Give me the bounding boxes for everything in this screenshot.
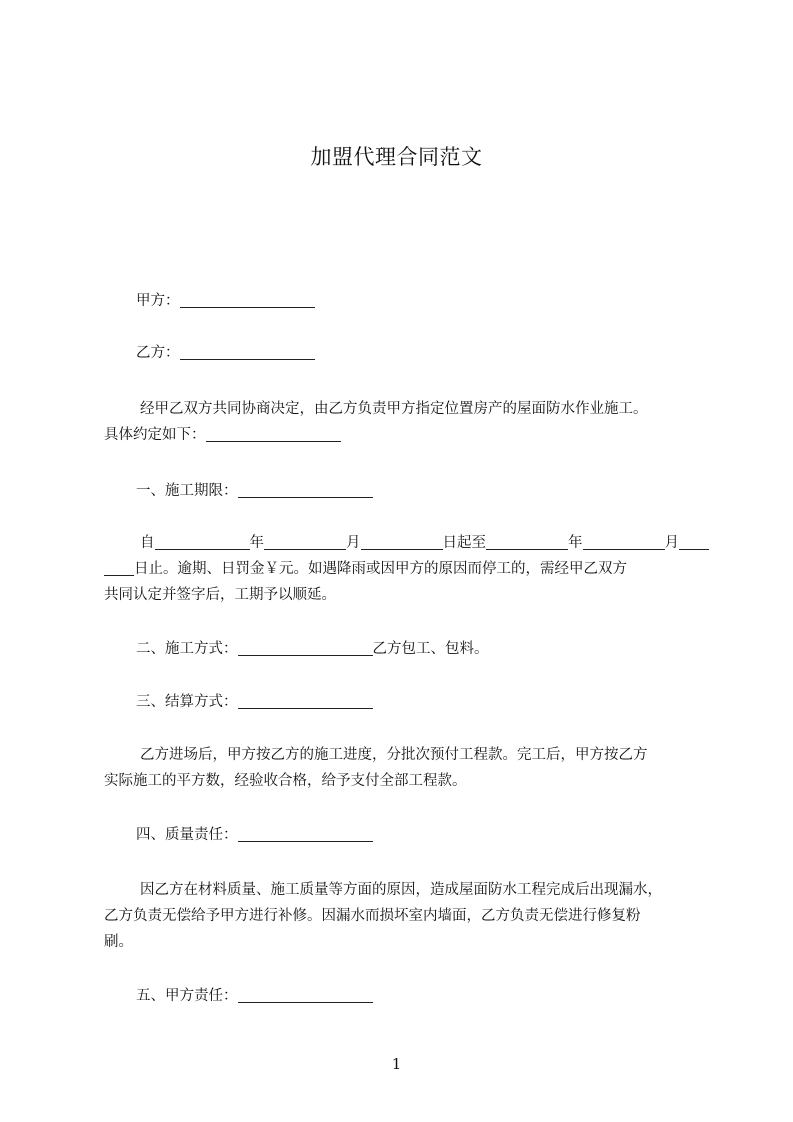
blank-day-1[interactable] — [361, 533, 443, 550]
text-month-1: 月 — [346, 535, 361, 551]
party-a-label: 甲方： — [136, 293, 180, 309]
text-from: 自 — [140, 535, 155, 551]
section4-heading — [136, 822, 736, 848]
section1-line-2 — [104, 556, 704, 582]
blank-year-2[interactable] — [486, 533, 568, 550]
section1-line-3: 共同认定并签字后，工期予以顺延。 — [104, 587, 336, 603]
section2-blank[interactable] — [238, 639, 373, 656]
blank-month-2[interactable] — [583, 533, 665, 550]
blank-year-1[interactable] — [155, 533, 250, 550]
text-year-1: 年 — [249, 535, 264, 551]
section2-heading — [136, 636, 736, 662]
intro-line-1: 经甲乙双方共同协商决定，由乙方负责甲方指定位置房产的屋面防水作业施工。 — [140, 401, 648, 417]
section3-blank[interactable] — [238, 692, 373, 709]
section5-blank[interactable] — [238, 986, 373, 1003]
intro-label: 具体约定如下： — [104, 427, 206, 443]
section4-line-3: 刷。 — [104, 934, 133, 950]
blank-day-2b[interactable] — [104, 559, 134, 576]
section1-blank[interactable] — [238, 481, 373, 498]
section4-line-1: 因乙方在材料质量、施工质量等方面的原因，造成屋面防水工程完成后出现漏水， — [140, 882, 662, 898]
text-year-2: 年 — [568, 535, 583, 551]
text-month-2: 月 — [664, 535, 679, 551]
section3-line-1: 乙方进场后，甲方按乙方的施工进度，分批次预付工程款。完工后，甲方按乙方 — [140, 747, 648, 763]
section4-blank[interactable] — [238, 825, 373, 842]
section3-heading — [136, 689, 736, 715]
party-a-line — [136, 288, 736, 314]
section2-heading-label: 二、施工方式： — [136, 641, 238, 657]
party-a-blank[interactable] — [180, 291, 315, 308]
document-title: 加盟代理合同范文 — [310, 145, 483, 169]
text-day-1: 日起至 — [442, 535, 486, 551]
blank-month-1[interactable] — [264, 533, 346, 550]
intro-line-2 — [104, 422, 704, 448]
section1-heading-label: 一、施工期限： — [136, 483, 238, 499]
party-b-label: 乙方： — [136, 345, 180, 361]
section4-heading-label: 四、质量责任： — [136, 827, 238, 843]
section2-tail: 乙方包工、包料。 — [372, 641, 489, 657]
section1-text-2: 日止。逾期、日罚金￥元。如遇降雨或因甲方的原因而停工的，需经甲乙双方 — [134, 561, 627, 577]
blank-day-2a[interactable] — [679, 533, 709, 550]
section5-heading — [136, 983, 736, 1009]
party-b-blank[interactable] — [180, 343, 315, 360]
party-b-line — [136, 340, 736, 366]
section1-heading — [136, 478, 736, 504]
section5-heading-label: 五、甲方责任： — [136, 988, 238, 1004]
section1-line-1 — [140, 530, 740, 556]
section3-line-2: 实际施工的平方数，经验收合格，给予支付全部工程款。 — [104, 773, 467, 789]
section4-line-2: 乙方负责无偿给予甲方进行补修。因漏水而损坏室内墙面，乙方负责无偿进行修复粉 — [104, 908, 641, 924]
page-number: 1 — [391, 1055, 402, 1073]
section3-heading-label: 三、结算方式： — [136, 694, 238, 710]
intro-blank[interactable] — [206, 425, 341, 442]
